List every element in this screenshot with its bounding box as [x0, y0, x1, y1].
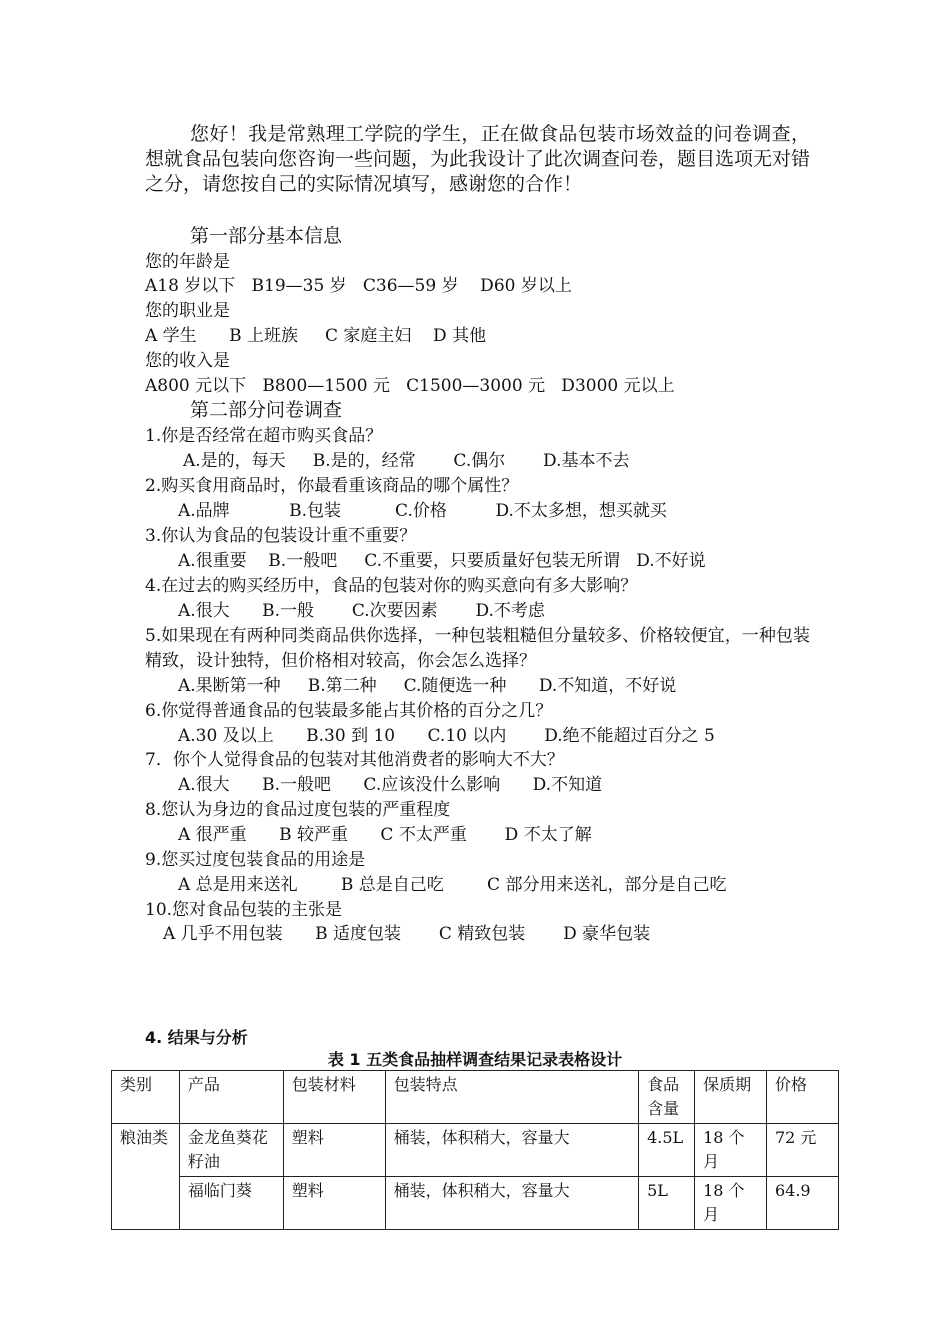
- job-question: 您的职业是: [145, 301, 230, 321]
- table-row: [112, 1124, 839, 1177]
- table-cell: 塑料: [283, 1124, 385, 1177]
- table-cell: 桶装，体积稍大，容量大: [385, 1177, 639, 1230]
- question-8: 8.您认为身边的食品过度包装的严重程度: [145, 800, 451, 820]
- question-2: 2.购买食用商品时，你最看重该商品的哪个属性？: [145, 476, 519, 496]
- age-options: A18 岁以下 B19—35 岁 C36—59 岁 D60 岁以上: [145, 276, 572, 296]
- section-heading: 4. 结果与分析: [145, 1028, 248, 1047]
- question-4: 4.在过去的购买经历中，食品的包装对你的购买意向有多大影响？: [145, 576, 638, 596]
- intro-paragraph: 您好！我是常熟理工学院的学生，正在做食品包装市场效益的问卷调查，想就食品包装向您咨询一些问题，为此我设计了此次调查问卷，题目选项无对错之分，请您按自己的实际情况填写，感谢您的合作！: [145, 123, 811, 195]
- table-header-row: [112, 1071, 839, 1124]
- table-cell: 塑料: [283, 1177, 385, 1230]
- question-9-options: A 总是用来送礼 B 总是自己吃 C 部分用来送礼，部分是自己吃: [178, 875, 727, 895]
- question-7-options: A.很大 B.一般吧 C.应该没什么影响 D.不知道: [178, 775, 603, 795]
- header-cell: 保质期: [695, 1071, 767, 1124]
- job-options: A 学生 B 上班族 C 家庭主妇 D 其他: [145, 326, 487, 346]
- header-cell: 包装材料: [283, 1071, 385, 1124]
- question-3-options: A.很重要 B.一般吧 C.不重要，只要质量好包装无所谓 D.不好说: [178, 551, 706, 571]
- question-1-options: A.是的，每天 B.是的，经常 C.偶尔 D.基本不去: [183, 451, 630, 471]
- question-5: 5.如果现在有两种同类商品供你选择，一种包装粗糙但分量较多、价格较便宜，一种包装精致，设计独特，但价格相对较高，你会怎么选择？: [145, 626, 810, 671]
- question-10: 10.您对食品包装的主张是: [145, 900, 343, 920]
- table-cell: 粮油类: [112, 1124, 180, 1230]
- question-3: 3.你认为食品的包装设计重不重要？: [145, 526, 417, 546]
- header-cell: 类别: [112, 1071, 180, 1124]
- table-row: [112, 1177, 839, 1230]
- question-5-options: A.果断第一种 B.第二种 C.随便选一种 D.不知道，不好说: [178, 676, 677, 696]
- income-options: A800 元以下 B800—1500 元 C1500—3000 元 D3000 元以上: [145, 376, 675, 396]
- table-cell: 72 元: [766, 1124, 838, 1177]
- header-cell: 食品含量: [639, 1071, 695, 1124]
- table-cell: 金龙鱼葵花籽油: [179, 1124, 283, 1177]
- table-cell: 5L: [639, 1177, 695, 1230]
- header-cell: 价格: [766, 1071, 838, 1124]
- question-10-options: A 几乎不用包装 B 适度包装 C 精致包装 D 豪华包装: [163, 924, 651, 944]
- table-cell: 18 个月: [695, 1177, 767, 1230]
- question-7: 7．你个人觉得食品的包装对其他消费者的影响大不大？: [145, 750, 564, 770]
- question-1: 1.你是否经常在超市购买食品？: [145, 426, 383, 446]
- table-cell: 64.9: [766, 1177, 838, 1230]
- age-question: 您的年龄是: [145, 252, 230, 272]
- question-4-options: A.很大 B.一般 C.次要因素 D.不考虑: [178, 601, 545, 621]
- question-6-options: A.30 及以上 B.30 到 10 C.10 以内 D.绝不能超过百分之 5: [178, 726, 715, 746]
- question-8-options: A 很严重 B 较严重 C 不太严重 D 不太了解: [178, 825, 592, 845]
- income-question: 您的收入是: [145, 351, 230, 371]
- table-caption: 表 1 五类食品抽样调查结果记录表格设计: [327, 1050, 623, 1069]
- question-2-options: A.品牌 B.包装 C.价格 D.不太多想，想买就买: [178, 501, 667, 521]
- results-table: [111, 1070, 839, 1230]
- table-cell: 桶装，体积稍大，容量大: [385, 1124, 639, 1177]
- question-6: 6.你觉得普通食品的包装最多能占其价格的百分之几？: [145, 701, 553, 721]
- table-cell: 4.5L: [639, 1124, 695, 1177]
- part2-title: 第二部分问卷调查: [190, 399, 343, 421]
- table-cell: 18 个月: [695, 1124, 767, 1177]
- question-9: 9.您买过度包装食品的用途是: [145, 850, 366, 870]
- part1-title: 第一部分基本信息: [190, 225, 343, 247]
- header-cell: 产品: [179, 1071, 283, 1124]
- header-cell: 包装特点: [385, 1071, 639, 1124]
- table-cell: 福临门葵: [179, 1177, 283, 1230]
